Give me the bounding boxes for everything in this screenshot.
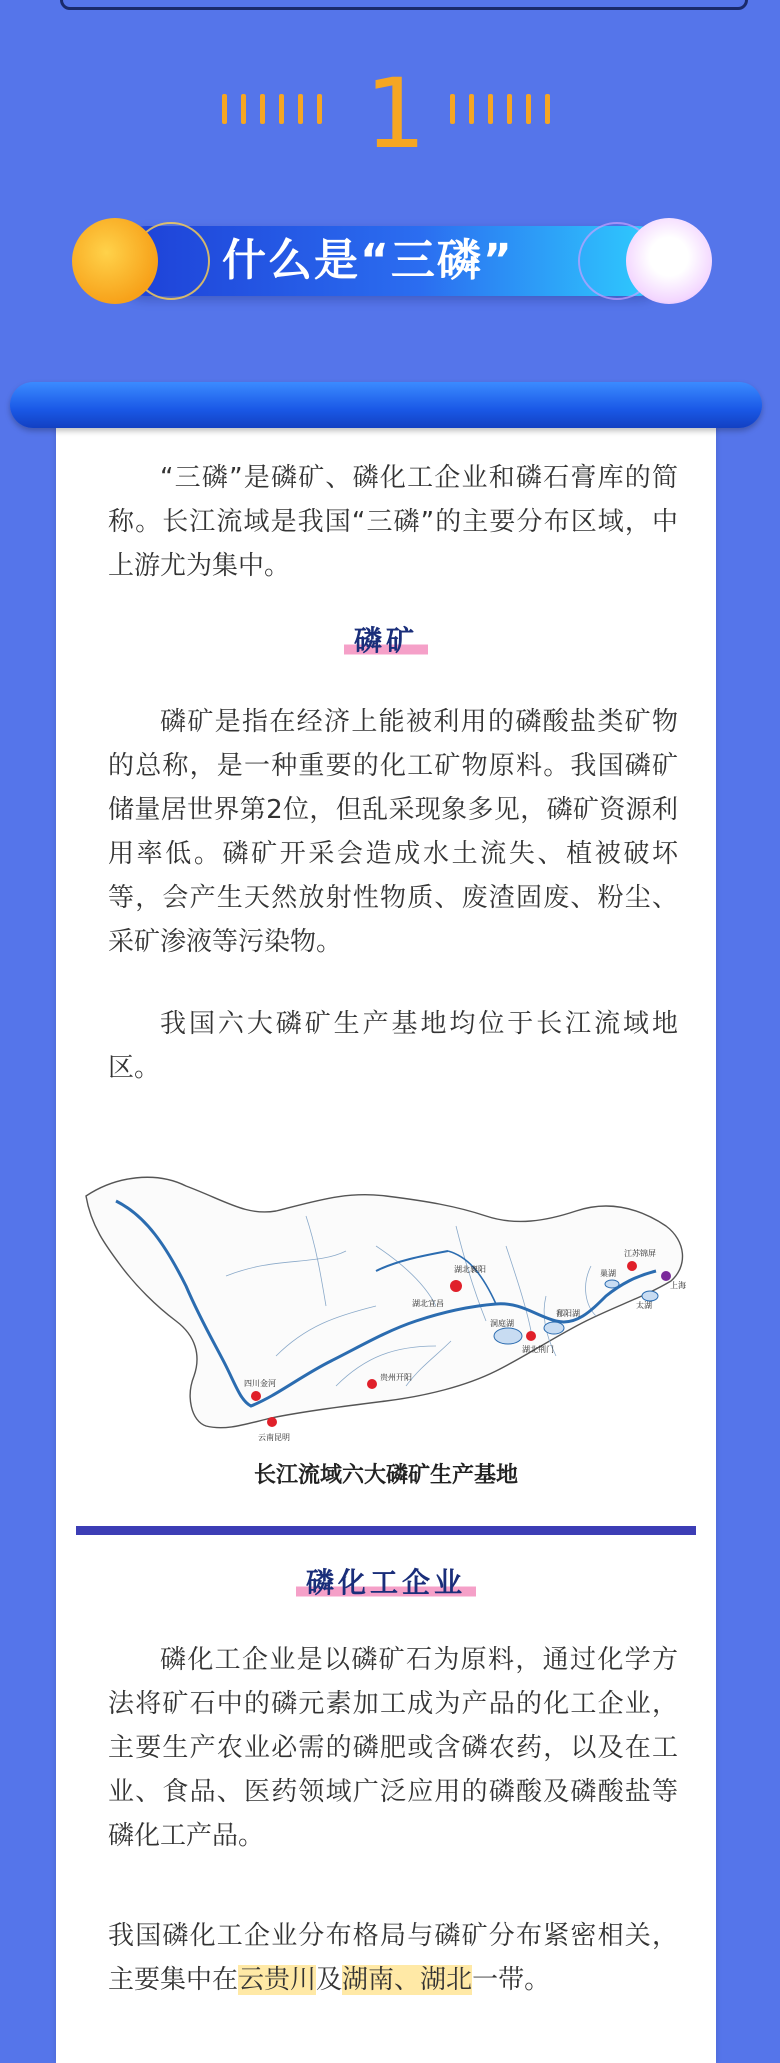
base-hubei-2 (526, 1331, 536, 1341)
label-hubei-xiangyang: 湖北襄阳 (454, 1265, 486, 1274)
label-shanghai: 上海 (670, 1281, 686, 1290)
label-poyang: 鄱阳湖 (556, 1309, 580, 1318)
label-dongting: 洞庭湖 (490, 1319, 514, 1328)
chem-dist-before: 我国磷化工企业分布格局与磷矿分布紧密相关，主要集中在 (108, 1921, 678, 1995)
base-hubei-1 (450, 1280, 462, 1292)
lake-taihu (642, 1291, 658, 1301)
chem-dist-highlight-hunan-hubei: 湖南、湖北 (342, 1965, 473, 1995)
lake-poyang (544, 1322, 564, 1334)
right-tick-marks (450, 94, 550, 124)
section-heading-mine (56, 624, 716, 658)
chem-dist-highlight-yunguichuan: 云贵川 (238, 1965, 317, 1995)
base-guizhou (367, 1379, 377, 1389)
label-taihu: 太湖 (636, 1301, 652, 1310)
intro-paragraph: “三磷”是磷矿、磷化工企业和磷石膏库的简称。长江流域是我国“三磷”的主要分布区域，中上游尤为集中。 (108, 463, 678, 581)
shanghai-dot (661, 1271, 671, 1281)
label-jiangsu: 江苏锦屏 (624, 1249, 656, 1258)
base-sichuan (251, 1391, 261, 1401)
chem-dist-after: 一带。 (472, 1965, 551, 1995)
base-jiangsu (627, 1261, 637, 1271)
lake-dongting (494, 1328, 522, 1344)
mine-bases-paragraph: 我国六大磷矿生产基地均位于长江流域地区。 (108, 1009, 678, 1083)
base-yunnan (267, 1417, 277, 1427)
scroll-paper (56, 398, 716, 2063)
banner-title: 什么是“三磷” (222, 235, 514, 286)
banner-right-circle (626, 218, 712, 304)
yangtze-basin-map (76, 1156, 696, 1456)
label-sichuan: 四川金河 (244, 1379, 276, 1388)
left-tick-marks (222, 94, 322, 124)
section-heading-mine-text: 磷矿 (344, 624, 428, 658)
scroll-rod (10, 382, 762, 428)
label-chaohu: 巢湖 (600, 1269, 616, 1278)
section-heading-chem (56, 1566, 716, 1600)
title-banner (72, 218, 712, 304)
lake-chaohu (605, 1280, 619, 1288)
top-frame (60, 0, 748, 10)
basin-outline (86, 1177, 682, 1427)
chem-paragraph: 磷化工企业是以磷矿石为原料，通过化学方法将矿石中的磷元素加工成为产品的化工企业，主要生产农业必需的磷肥或含磷农药，以及在工业、食品、医药领域广泛应用的磷酸及磷酸盐等磷化工产品。 (108, 1645, 678, 1851)
label-hubei-jingmen: 湖北荆门 (522, 1345, 554, 1354)
section-number (0, 58, 780, 170)
label-hubei-yichang: 湖北宜昌 (412, 1299, 444, 1308)
chem-distribution-paragraph (108, 1914, 678, 2002)
banner-left-circle (72, 218, 158, 304)
label-guizhou: 贵州开阳 (380, 1373, 412, 1382)
mine-paragraph: 磷矿是指在经济上能被利用的磷酸盐类矿物的总称，是一种重要的化工矿物原料。我国磷矿储量居世界第2位，但乱采现象多见，磷矿资源利用率低。磷矿开采会造成水土流失、植被破坏等，会产生天然放射性物质、废渣固废、粉尘、采矿渗液等污染物。 (108, 707, 678, 957)
chem-dist-mid: 及 (316, 1965, 343, 1995)
section-heading-chem-text: 磷化工企业 (296, 1566, 476, 1600)
map-caption: 长江流域六大磷矿生产基地 (253, 1462, 518, 1488)
section-divider (76, 1526, 696, 1535)
label-yunnan: 云南昆明 (258, 1433, 290, 1442)
section-number-digit: 1 (365, 58, 427, 170)
